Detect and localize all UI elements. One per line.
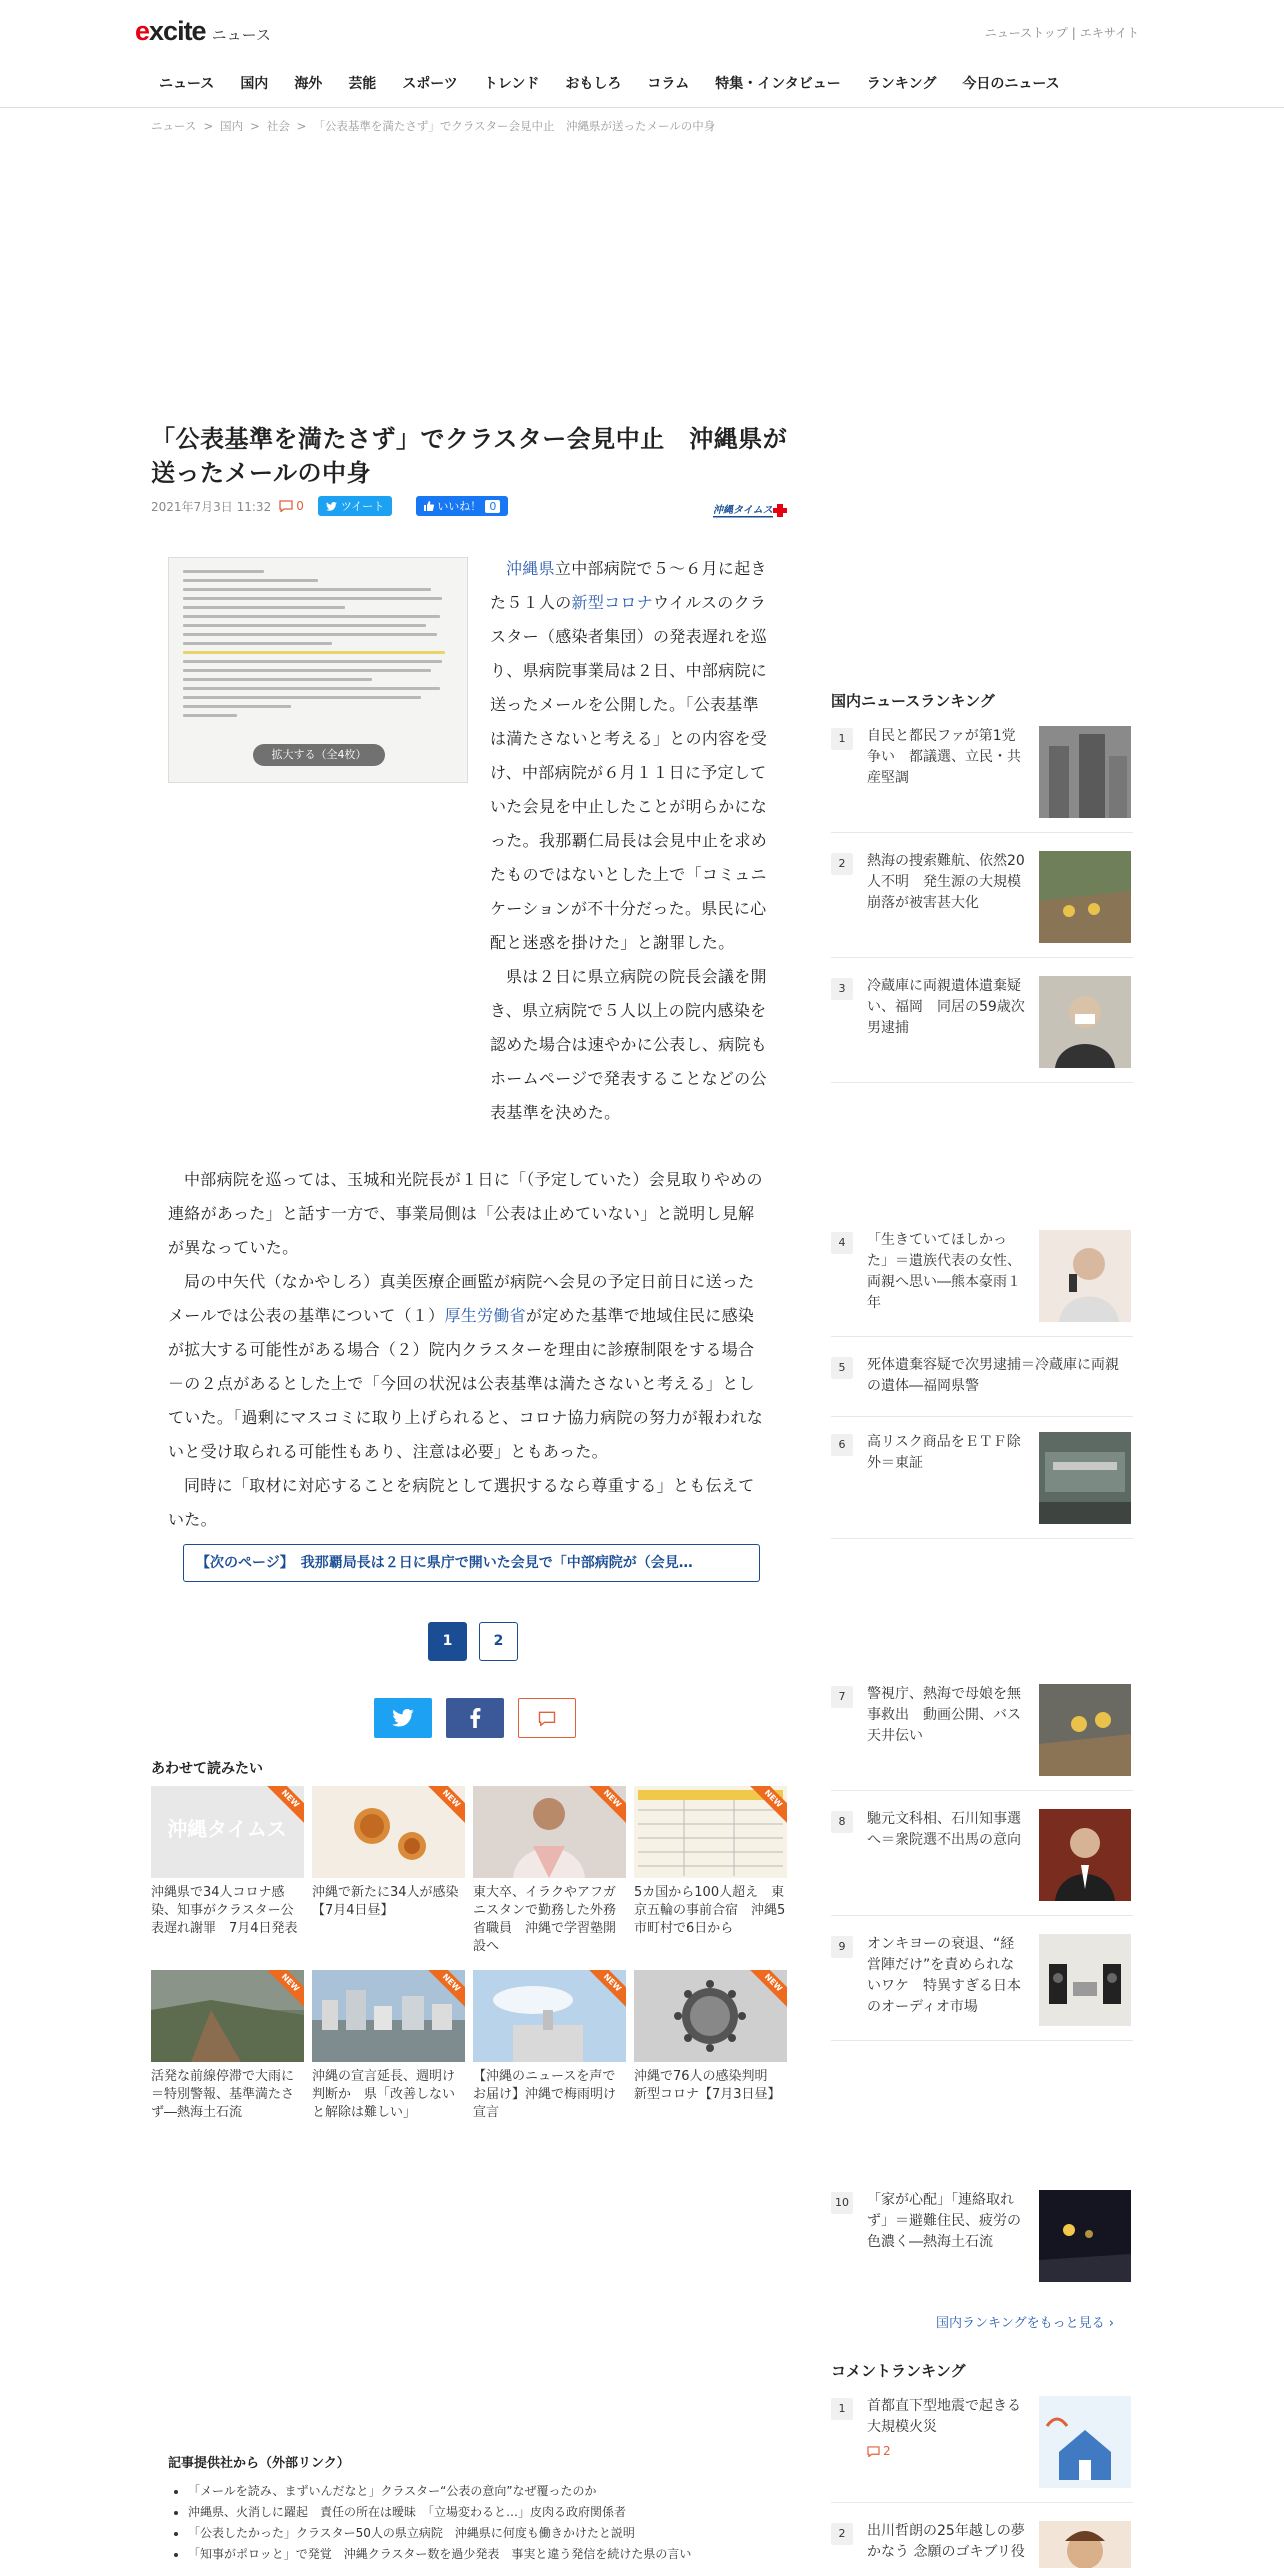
ranking-item[interactable] xyxy=(831,1934,1133,2026)
rank-number: 6 xyxy=(831,1434,853,1456)
related-title: 東大卒、イラクやアフガニスタンで勤務した外務省職員 沖縄で学習塾開設へ xyxy=(473,1885,617,1954)
comment-ranking-item[interactable] xyxy=(831,2521,1133,2568)
ranking-item[interactable] xyxy=(831,2190,1133,2282)
breadcrumb-society[interactable]: 社会 xyxy=(266,119,290,133)
rank-number: 1 xyxy=(831,2398,853,2420)
related-article[interactable] xyxy=(473,1970,626,2140)
related-thumbnail xyxy=(634,1786,787,1878)
related-title: 沖縄で新たに34人が感染【7月4日昼】 xyxy=(312,1885,459,1918)
nav-trend[interactable]: トレンド xyxy=(483,76,540,92)
rank-number: 4 xyxy=(831,1232,853,1254)
share-buttons xyxy=(374,1698,576,1738)
rank-thumbnail xyxy=(1039,1432,1131,1524)
rank-title: 死体遺棄容疑で次男逮捕＝冷蔵庫に両親の遺体―福岡県警 xyxy=(867,1357,1119,1394)
rank-number: 2 xyxy=(831,853,853,875)
related-title: 活発な前線停滞で大雨に＝特別警報、基準満たさず―熱海土石流 xyxy=(151,2069,295,2120)
rank-title: オンキヨーの衰退、“経営陣だけ”を責められないワケ 特異すぎる日本のオーディオ市場 xyxy=(867,1936,1021,2015)
expand-photo-button[interactable]: 拡大する（全4枚） xyxy=(253,744,385,766)
rank-thumbnail xyxy=(1039,1230,1131,1322)
breadcrumb-domestic[interactable]: 国内 xyxy=(220,119,244,133)
related-article[interactable] xyxy=(473,1786,626,1956)
rank-thumbnail xyxy=(1039,2190,1131,2282)
share-facebook-button[interactable] xyxy=(446,1698,504,1738)
rank-title: 首都直下型地震で起きる大規模火災 xyxy=(867,2398,1021,2435)
rank-title: 冷蔵庫に両親遺体遺棄疑い、福岡 同居の59歳次男逮捕 xyxy=(867,978,1025,1036)
provider-link[interactable]: • 「公表したかった」クラスター50人の県立病院 沖縄県に何度も働きかけたと説明 xyxy=(188,2523,788,2544)
rank-title: 熱海の捜索難航、依然20人不明 発生源の大規模崩落が被害甚大化 xyxy=(867,853,1025,911)
comment-count: 0 xyxy=(296,499,304,513)
thumbs-up-icon xyxy=(424,501,434,511)
twitter-bird-icon xyxy=(392,1709,414,1727)
new-badge: NEW xyxy=(264,1786,304,1825)
pagination xyxy=(428,1622,518,1661)
rank-title: 警視庁、熱海で母娘を無事救出 動画公開、バス天井伝い xyxy=(867,1686,1021,1744)
related-article[interactable] xyxy=(151,1970,304,2140)
article-body-top xyxy=(490,552,768,1130)
rank-number: 5 xyxy=(831,1357,853,1379)
logo-section-label: ニュース xyxy=(211,26,271,44)
share-twitter-button[interactable] xyxy=(374,1698,432,1738)
new-badge: NEW xyxy=(747,1786,787,1825)
rank-thumbnail xyxy=(1039,726,1131,818)
comment-ranking-item[interactable] xyxy=(831,2396,1133,2488)
provider-link[interactable]: • 「メールを読み、まずいんだなと」クラスター“公表の意向”なぜ覆ったのか xyxy=(188,2481,788,2502)
new-badge: NEW xyxy=(747,1970,787,2009)
document-image xyxy=(183,570,453,723)
okinawa-times-logo[interactable] xyxy=(713,500,789,520)
rank-number: 3 xyxy=(831,978,853,1000)
news-top-link[interactable]: ニューストップ xyxy=(984,26,1068,40)
provider-link[interactable]: • 沖縄県、火消しに躍起 責任の所在は曖昧 「立場変わると…」皮肉る政府関係者 xyxy=(188,2502,788,2523)
rank-title: 「家が心配」「連絡取れず」＝避難住民、疲労の色濃く―熱海土石流 xyxy=(867,2192,1021,2250)
comment-ranking-heading: コメントランキング xyxy=(831,2362,966,2380)
rank-number: 2 xyxy=(831,2523,853,2545)
nav-world[interactable]: 海外 xyxy=(294,76,323,92)
new-badge: NEW xyxy=(586,1786,626,1825)
next-page-link[interactable]: 【次のページ】 我那覇局長は２日に県庁で開いた会見で「中部病院が（会見… xyxy=(183,1544,760,1582)
tweet-button[interactable] xyxy=(318,496,392,516)
more-ranking-link[interactable]: 国内ランキングをもっと見る › xyxy=(936,2316,1114,2331)
ranking-item[interactable] xyxy=(831,976,1133,1068)
like-button[interactable] xyxy=(416,496,508,516)
rank-number: 8 xyxy=(831,1811,853,1833)
nav-ranking[interactable]: ランキング xyxy=(866,76,937,92)
rank-title: 高リスク商品をＥＴＦ除外＝東証 xyxy=(867,1434,1021,1471)
related-thumbnail xyxy=(473,1970,626,2062)
nav-today[interactable]: 今日のニュース xyxy=(962,76,1060,92)
article-title: 「公表基準を満たさず」でクラスター会見中止 沖縄県が送ったメールの中身 xyxy=(151,425,788,487)
top-links: ニューストップ | エキサイト xyxy=(984,26,1139,40)
rank-comment-count: 2 xyxy=(867,2444,891,2458)
rank-title: 自民と都民ファが第1党争い 都議選、立民・共産堅調 xyxy=(867,728,1021,786)
breadcrumb-current: 「公表基準を満たさず」でクラスター会見中止 沖縄県が送ったメールの中身 xyxy=(313,119,716,133)
new-corona-link[interactable]: 新型コロナ xyxy=(571,593,654,612)
comment-icon xyxy=(867,2446,880,2457)
related-article[interactable] xyxy=(634,1786,787,1956)
new-badge: NEW xyxy=(425,1786,465,1825)
facebook-icon xyxy=(469,1708,481,1728)
page-2-button[interactable]: 2 xyxy=(479,1622,518,1661)
related-thumbnail xyxy=(634,1970,787,2062)
site-header xyxy=(0,0,1284,108)
breadcrumb-news[interactable]: ニュース xyxy=(151,119,197,133)
nav-sports[interactable]: スポーツ xyxy=(402,76,458,92)
related-article[interactable] xyxy=(312,1970,465,2140)
okinawa-pref-link[interactable]: 沖縄県 xyxy=(506,559,555,578)
related-article[interactable] xyxy=(312,1786,465,1956)
paragraph-5: 同時に「取材に対応することを病院として選択するなら尊重する」とも伝えていた。 xyxy=(168,1476,755,1529)
article-meta xyxy=(151,496,508,516)
new-badge: NEW xyxy=(264,1970,304,2009)
rank-thumbnail xyxy=(1039,851,1131,943)
chevron-right-icon: › xyxy=(1108,2316,1114,2331)
page-1-button[interactable]: 1 xyxy=(428,1622,467,1661)
comment-count-link[interactable] xyxy=(279,499,304,513)
rank-title: 馳元文科相、石川知事選へ＝衆院選不出馬の意向 xyxy=(867,1811,1021,1848)
rank-thumbnail xyxy=(1039,1684,1131,1776)
article-photo[interactable] xyxy=(168,557,468,783)
related-thumbnail xyxy=(312,1970,465,2062)
provider-links xyxy=(168,2452,788,2565)
related-thumbnail xyxy=(151,1970,304,2062)
rank-number: 1 xyxy=(831,728,853,750)
related-title: 【沖縄のニュースを声でお届け】沖縄で梅雨明け宣言 xyxy=(473,2069,617,2120)
rank-number: 9 xyxy=(831,1936,853,1958)
nav-domestic[interactable]: 国内 xyxy=(240,76,269,92)
related-thumbnail xyxy=(151,1786,304,1878)
paragraph-3: 中部病院を巡っては、玉城和光院長が１日に「（予定していた）会見取りやめの連絡があった」と話す一方で、事業局側は「公表は止めていない」と説明し見解が異なっていた。 xyxy=(168,1170,763,1257)
nav-entertainment[interactable]: 芸能 xyxy=(348,76,377,92)
comment-icon xyxy=(279,500,293,512)
related-title: 沖縄の宣言延長、週明け判断か 県「改善しないと解除は難しい」 xyxy=(312,2069,456,2120)
site-logo[interactable] xyxy=(135,16,271,48)
related-article[interactable] xyxy=(151,1786,304,1956)
global-nav xyxy=(146,70,1073,98)
provider-heading: 記事提供社から（外部リンク） xyxy=(168,2456,350,2471)
ranking-item[interactable] xyxy=(831,1809,1133,1901)
nav-features[interactable]: 特集・インタビュー xyxy=(715,76,841,92)
related-heading: あわせて読みたい xyxy=(151,1761,263,1777)
rank-thumbnail xyxy=(1039,1809,1131,1901)
related-article[interactable] xyxy=(634,1970,787,2140)
comment-icon xyxy=(538,1711,556,1726)
related-title: 沖縄で76人の感染判明 新型コロナ【7月3日昼】 xyxy=(634,2069,781,2102)
paragraph-1: 沖縄県立中部病院で５～６月に起きた５１人の新型コロナウイルスのクラスター（感染者集団）の発表遅れを巡り、県病院事業局は２日、中部病院に送ったメールを公開した。「公表基準は満たさないと考える」との内容を受け、中部病院が６月１１日に予定していた会見を中止したことが明らかになった。我那覇仁局長は会見中止を求めたものではないとした上で「コミュニケーションが不十分だった。県民に心配と迷惑を掛けた」と謝罪した。 xyxy=(490,559,768,952)
svg-text:沖縄タイムス: 沖縄タイムス xyxy=(713,505,773,516)
excite-logo: excite xyxy=(135,16,206,46)
rank-title: 「生きていてほしかった」＝遺族代表の女性、両親へ思い―熊本豪雨１年 xyxy=(867,1232,1021,1311)
rank-thumbnail xyxy=(1039,2521,1131,2568)
nav-news[interactable]: ニュース xyxy=(159,76,215,92)
related-thumbnail xyxy=(473,1786,626,1878)
ranking-item[interactable] xyxy=(831,1432,1133,1524)
new-badge: NEW xyxy=(586,1970,626,2009)
ranking-item[interactable] xyxy=(831,1230,1133,1322)
rank-thumbnail xyxy=(1039,2396,1131,2488)
rank-number: 7 xyxy=(831,1686,853,1708)
paragraph-2: 県は２日に県立病院の院長会議を開き、県立病院で５人以上の院内感染を認めた場合は速やかに公表し、病院もホームページで発表することなどの公表基準を決めた。 xyxy=(490,967,768,1122)
related-title: 沖縄県で34人コロナ感染、知事がクラスター公表遅れ謝罪 7月4日発表 xyxy=(151,1885,298,1936)
excite-site-link[interactable]: エキサイト xyxy=(1079,26,1139,40)
twitter-bird-icon xyxy=(326,502,337,511)
paragraph-4: 局の中矢代（なかやしろ）真美医療企画監が病院へ会見の予定日前日に送ったメールでは公表の基準について（１）厚生労働省が定めた基準で地域住民に感染が拡大する可能性がある場合（２）院内クラスターを理由に診療制限をする場合－の２点があるとした上で「今回の状況は公表基準は満たさないと考える」としていた。「過剰にマスコミに取り上げられると、コロナ協力病院の努力が報われないと受け取られる可能性もあり、注意は必要」ともあった。 xyxy=(168,1272,764,1461)
article-date: 2021年7月3日 11:32 xyxy=(151,499,272,514)
ranking-item[interactable] xyxy=(831,726,1133,818)
provider-link[interactable]: • 「知事がポロッと」で発覚 沖縄クラスター数を過少発表 事実と違う発信を続けた県の言い xyxy=(188,2544,788,2565)
related-title: 5カ国から100人超え 東京五輪の事前合宿 沖縄5市町村で6日から xyxy=(634,1885,786,1936)
ranking-item[interactable] xyxy=(831,1684,1133,1776)
related-articles-grid xyxy=(151,1786,791,2140)
breadcrumb: ニュース > 国内 > 社会 > 「公表基準を満たさず」でクラスター会見中止 沖縄県が送ったメールの中身 xyxy=(151,119,716,133)
rank-thumbnail xyxy=(1039,1934,1131,2026)
rank-number: 10 xyxy=(831,2192,853,2214)
mhlw-link[interactable]: 厚生労働省 xyxy=(444,1306,526,1325)
related-thumbnail xyxy=(312,1786,465,1878)
nav-funny[interactable]: おもしろ xyxy=(565,76,622,92)
new-badge: NEW xyxy=(425,1970,465,2009)
share-comment-button[interactable] xyxy=(518,1698,576,1738)
svg-text:沖縄タイムス: 沖縄タイムス xyxy=(167,1817,287,1841)
rank-thumbnail xyxy=(1039,976,1131,1068)
nav-column[interactable]: コラム xyxy=(647,76,690,92)
ranking-item[interactable] xyxy=(831,1355,1133,1399)
rank-title: 出川哲朗の25年越しの夢かなう 念願のゴキブリ役 xyxy=(867,2523,1025,2560)
ranking-item[interactable] xyxy=(831,851,1133,943)
tweet-label: ツイート xyxy=(340,500,385,513)
like-count: 0 xyxy=(485,500,500,513)
article-body-bottom xyxy=(168,1163,768,1537)
ranking-heading: 国内ニュースランキング xyxy=(831,692,995,710)
like-label: いいね！ xyxy=(437,500,482,513)
